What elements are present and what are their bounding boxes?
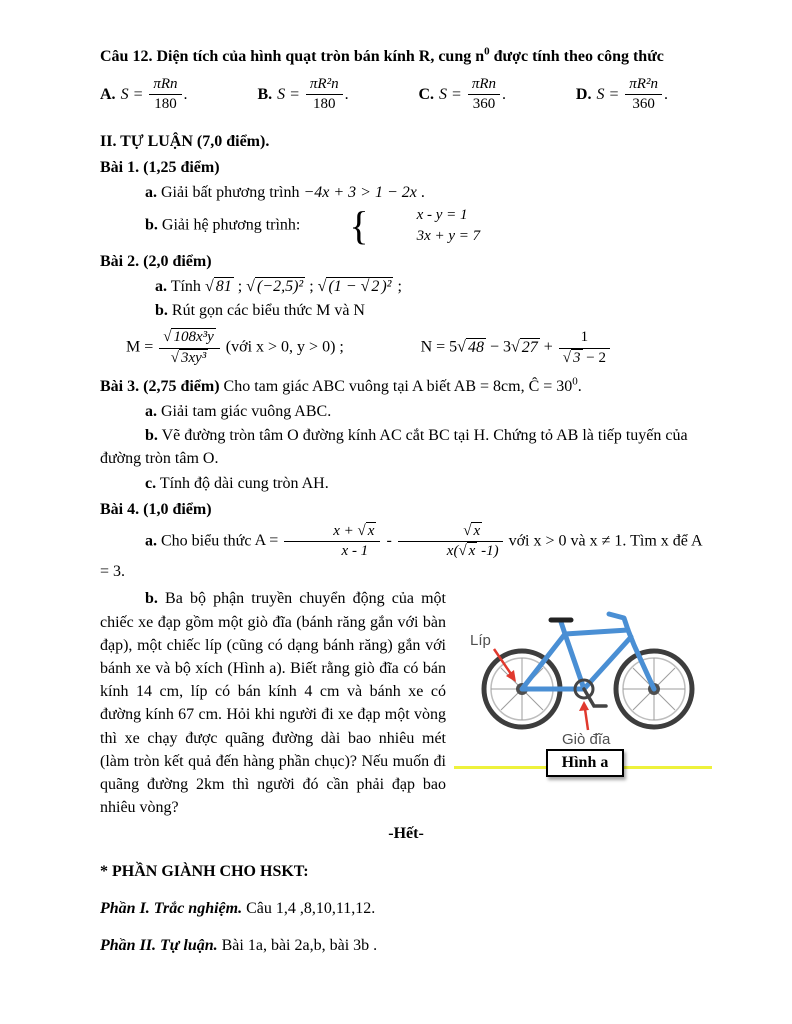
hskt-part1-text: Câu 1,4 ,8,10,11,12. xyxy=(242,899,376,917)
bai3-c-text: Tính độ dài cung tròn AH. xyxy=(156,474,329,492)
option-d-lhs: S = xyxy=(596,85,624,103)
bai1-a-label: a. xyxy=(145,183,157,201)
bai1-b xyxy=(100,205,712,247)
bai2-b-formulas xyxy=(100,329,712,367)
bai4-a-fraction-1: $\frac{x + √ x}{x - 1}$ xyxy=(284,523,380,561)
gio-dia-arrowhead xyxy=(579,701,589,711)
end-marker: -Hết- xyxy=(388,825,424,843)
bai1-title: Bài 1. (1,25 điểm) xyxy=(100,158,220,176)
bai3-intro-sup: 0 xyxy=(572,375,578,388)
sqrt-3: 3 xyxy=(573,349,581,366)
bai4-a-condition: với x > 0 và x ≠ 1. Tìm x để A = 3. xyxy=(100,532,702,581)
figure-caption-row xyxy=(458,749,712,787)
bai2-a-label: a. xyxy=(155,278,167,296)
bike-pedal xyxy=(584,689,606,706)
bai2-a xyxy=(100,275,712,298)
sqrt-27: 27 xyxy=(521,338,538,356)
system-eq-2: 3x + y = 7 xyxy=(416,228,481,245)
bai1-b-text: Giải hệ phương trình: xyxy=(157,216,305,234)
option-d-fraction: $\frac{\text{πR²n}}{360}$ xyxy=(625,76,662,114)
bike-frame xyxy=(522,614,654,689)
option-a-lhs: S = xyxy=(120,85,148,103)
system-eq-1: x - y = 1 xyxy=(416,207,468,224)
bai3-b-label: b. xyxy=(145,427,158,445)
hskt-title: * PHẦN GIÀNH CHO HSKT: xyxy=(100,862,309,880)
option-c-lhs: S = xyxy=(439,85,466,103)
gio-dia-arrow xyxy=(585,709,588,730)
bai2-b xyxy=(100,299,712,322)
bai1-a-inequality: −4x + 3 > 1 − 2x xyxy=(303,183,417,201)
bai4-a-label: a. xyxy=(145,532,157,550)
option-a-fraction: $\frac{\text{πRn}}{180}$ xyxy=(149,76,181,114)
hskt-part2-text: Bài 1a, bài 2a,b, bài 3b . xyxy=(217,936,378,954)
option-b-label: B. xyxy=(257,85,273,103)
bai2-a-text: Tính xyxy=(167,278,205,296)
bai4-b-text: Ba bộ phận truyền chuyển động của một chiếc xe đạp gồm một giò đĩa (bánh răng gắn với bàn đạp), một chiếc líp (cũng có dạng bánh răng) gắn với bánh xe và bộ xích (Hình a). Biết rằng giò đĩa có bán kính 14 cm, líp có bán kính 4 cm và bánh xe có đường kính 67 cm. Hỏi khi người đi xe đạp một vòng thì xe chạy được quãng đường dài bao nhiêu mét (làm tròn kết quả đến hàng phần chục)? Nếu muốn đi quãng đường 2km thì người đó cần phải đạp bao nhiêu vòng? xyxy=(100,590,446,817)
bai4-title: Bài 4. (1,0 điểm) xyxy=(100,500,212,518)
bai4-b-label: b. xyxy=(145,590,158,608)
bai4-b-section xyxy=(100,587,712,845)
sqrt-48: 48 xyxy=(467,338,484,356)
brace-glyph: { xyxy=(349,203,369,249)
sqrt-1-minus-sqrt2-squared: √ (1 − √ 2 )² xyxy=(317,278,392,296)
bai3-title: Bài 3. (2,75 điểm) xyxy=(100,377,220,395)
question-12-text-end: được tính theo công thức xyxy=(489,48,664,65)
bai2-b-label: b. xyxy=(155,302,168,320)
hskt-part1 xyxy=(100,897,712,921)
question-12 xyxy=(100,45,712,68)
option-c-fraction: $\frac{\text{πRn}}{360}$ xyxy=(468,76,500,114)
bai1-a-text: Giải bất phương trình xyxy=(157,183,304,201)
bai2-a-expressions: √ 81 ; √ (−2,5)² ; √ (1 − √ 2 )² ; xyxy=(204,278,402,296)
bai3-title-line: Bài 3. (2,75 điểm) Cho tam giác ABC vuông tại A biết AB = 8cm, Ĉ = $30^0$. xyxy=(100,375,582,395)
option-b: B. S = $\frac{\text{πR²n}}{180}$ . xyxy=(257,76,349,113)
option-a: A. S = $\frac{\text{πRn}}{180}$ . xyxy=(100,76,188,113)
hskt-part2-label: Phần II. Tự luận. xyxy=(100,936,218,954)
bai4-a-text: Cho biểu thức xyxy=(157,532,255,550)
bai2-b-text: Rút gọn các biểu thức M và N xyxy=(167,302,365,320)
bai3-a xyxy=(100,400,712,423)
question-12-label: Câu 12. xyxy=(100,48,153,65)
formula-n-fraction: $\frac{1}{√ 3 - 2}$ xyxy=(559,329,610,367)
bai3-c-label: c. xyxy=(145,474,157,492)
formula-m-condition: (với x > 0, y > 0) ; xyxy=(221,338,344,356)
bai4-a xyxy=(100,523,712,584)
question-12-sup: 0 xyxy=(484,45,490,58)
bai4-a-formula: A = $\frac{x + √ x}{x - 1}$ - $\frac{√ x}{x(√ x -1)}$ xyxy=(255,532,505,549)
hskt-part2 xyxy=(100,934,712,958)
option-b-lhs: S = xyxy=(277,85,304,103)
bai3-a-text: Giải tam giác vuông ABC. xyxy=(157,402,332,420)
bai2-title: Bài 2. (2,0 điểm) xyxy=(100,253,212,271)
hskt-part1-label: Phần I. Trắc nghiệm. xyxy=(100,899,243,917)
bai1-b-label: b. xyxy=(145,216,158,234)
option-d: D. S = $\frac{\text{πR²n}}{360}$ . xyxy=(575,76,668,113)
answer-options-row xyxy=(100,76,712,114)
bai1-a xyxy=(100,181,712,204)
formula-n: N = 5√ 48 − 3√ 27 + $\frac{1}{√ 3 - 2}$ xyxy=(421,329,612,367)
option-c: C. S = $\frac{\text{πRn}}{360}$ . xyxy=(418,76,507,113)
figure-caption: Hình a xyxy=(546,749,624,777)
figure-hinh-a xyxy=(458,589,712,787)
bai3-c xyxy=(100,472,712,495)
lip-label: Líp xyxy=(470,632,491,650)
bai3-b xyxy=(100,424,712,470)
option-c-label: C. xyxy=(418,85,435,103)
bai1-b-equation-system xyxy=(304,205,480,247)
option-d-label: D. xyxy=(575,85,592,103)
formula-m: M = $\frac{\text{√ 108x³y}}{\text{√ 3xy³}}$ (với x > 0, y > 0) ; xyxy=(126,329,344,366)
bicycle-image xyxy=(458,589,712,747)
bai3-intro: Cho tam giác ABC vuông tại A biết AB = 8cm, Ĉ = 30 xyxy=(219,377,573,395)
section-2-title: II. TỰ LUẬN (7,0 điểm). xyxy=(100,132,270,150)
sqrt-neg-2-5-squared: (−2,5)² xyxy=(256,278,304,296)
sqrt-81: 81 xyxy=(215,278,232,296)
gio-dia-label: Giò đĩa xyxy=(562,731,611,748)
bai1-a-end: . xyxy=(416,183,425,201)
bai3-b-text: Vẽ đường tròn tâm O đường kính AC cắt BC tại H. Chứng tỏ AB là tiếp tuyến của đường tròn tâm O. xyxy=(100,427,688,468)
bai3-a-label: a. xyxy=(145,402,157,420)
bai4-a-fraction-2: $\frac{√ x}{x(√ x -1)}$ xyxy=(398,523,503,561)
option-b-fraction: $\frac{\text{πR²n}}{180}$ xyxy=(306,76,343,114)
formula-m-fraction: $\frac{\text{√ 108x³y}}{\text{√ 3xy³}}$ xyxy=(159,329,220,367)
option-a-label: A. xyxy=(100,85,116,103)
question-12-text: Diện tích của hình quạt tròn bán kính R, cung n xyxy=(152,48,485,65)
